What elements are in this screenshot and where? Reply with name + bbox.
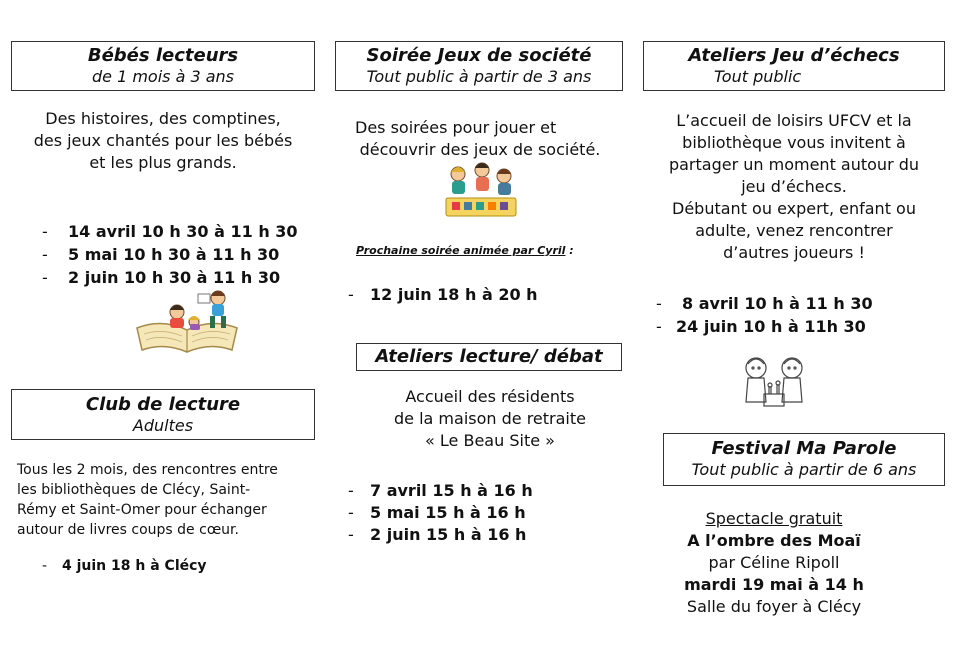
soiree-jeux-dates: [348, 284, 538, 306]
soiree-next-suffix: :: [565, 244, 574, 257]
description-line: bibliothèque vous invitent à: [682, 133, 906, 152]
date-item: - 8 avril 10 h à 11 h 30: [656, 292, 873, 315]
festival-title: Festival Ma Parole: [711, 438, 897, 459]
description-line: Des soirées pour jouer et: [355, 118, 557, 137]
show-title: A l’ombre des Moaï: [687, 531, 861, 550]
show-author: par Céline Ripoll: [708, 553, 840, 572]
description-line: partager un moment autour du: [668, 155, 920, 174]
date-item: - 2 juin 15 h à 16 h: [348, 524, 533, 546]
date-item: - 24 juin 10 h à 11h 30: [656, 315, 873, 338]
festival-show-details: [623, 508, 925, 618]
club-lecture-title: Club de lecture: [85, 394, 241, 415]
echecs-subtitle: Tout public: [714, 67, 802, 86]
description-line: « Le Beau Site »: [425, 431, 555, 450]
date-item: - 12 juin 18 h à 20 h: [348, 284, 538, 306]
description-line: et les plus grands.: [89, 153, 237, 172]
description-line: autour de livres coups de cœur.: [17, 522, 239, 538]
description-line: des jeux chantés pour les bébés: [33, 131, 293, 150]
description-line: les bibliothèques de Clécy, Saint-: [17, 482, 251, 498]
date-item: - 2 juin 10 h 30 à 11 h 30: [42, 266, 298, 289]
lecture-debat-header: [356, 343, 622, 371]
description-line: Rémy et Saint-Omer pour échanger: [17, 502, 267, 518]
show-label: Spectacle gratuit: [705, 509, 843, 528]
description-line: Accueil des résidents: [405, 387, 575, 406]
echecs-title: Ateliers Jeu d’échecs: [688, 45, 900, 66]
echecs-dates: [656, 292, 873, 338]
board-games-illustration: [444, 160, 518, 218]
description-line: découvrir des jeux de société.: [359, 140, 601, 159]
date-item: - 14 avril 10 h 30 à 11 h 30: [42, 220, 298, 243]
show-date: mardi 19 mai à 14 h: [684, 575, 864, 594]
echecs-description: [643, 110, 945, 264]
club-lecture-header: [11, 389, 315, 440]
description-line: de la maison de retraite: [394, 409, 586, 428]
lecture-debat-title: Ateliers lecture/ débat: [375, 346, 603, 367]
festival-header: [663, 433, 945, 486]
date-item: - 5 mai 15 h à 16 h: [348, 502, 533, 524]
description-line: Tous les 2 mois, des rencontres entre: [17, 462, 278, 478]
soiree-jeux-subtitle: Tout public à partir de 3 ans: [366, 67, 592, 86]
bebes-lecteurs-dates: [42, 220, 298, 289]
bebes-lecteurs-subtitle: de 1 mois à 3 ans: [91, 67, 235, 86]
echecs-header: [643, 41, 945, 91]
soiree-next-label: Prochaine soirée animée par Cyril: [356, 244, 566, 257]
bebes-lecteurs-title: Bébés lecteurs: [87, 45, 239, 66]
bebes-lecteurs-header: [11, 41, 315, 91]
soiree-jeux-description: [330, 117, 630, 161]
description-line: Débutant ou expert, enfant ou: [672, 199, 916, 218]
description-line: d’autres joueurs !: [723, 243, 865, 262]
bebes-lecteurs-description: [11, 108, 315, 174]
description-line: L’accueil de loisirs UFCV et la: [676, 111, 912, 130]
soiree-jeux-title: Soirée Jeux de société: [366, 45, 592, 66]
soiree-jeux-header: [335, 41, 623, 91]
children-reading-illustration: [132, 286, 242, 356]
description-line: adulte, venez rencontrer: [695, 221, 893, 240]
date-item: - 5 mai 10 h 30 à 11 h 30: [42, 243, 298, 266]
date-item: - 4 juin 18 h à Clécy: [42, 556, 207, 576]
club-lecture-dates: [42, 556, 207, 576]
show-place: Salle du foyer à Clécy: [686, 597, 862, 616]
lecture-debat-description: [340, 386, 640, 452]
description-line: Des histoires, des comptines,: [45, 109, 281, 128]
club-lecture-description: [17, 460, 317, 540]
description-line: jeu d’échecs.: [741, 177, 847, 196]
club-lecture-subtitle: Adultes: [132, 416, 194, 435]
festival-subtitle: Tout public à partir de 6 ans: [691, 460, 917, 479]
chess-players-illustration: [742, 354, 806, 410]
soiree-next-line: [356, 244, 574, 257]
date-item: - 7 avril 15 h à 16 h: [348, 480, 533, 502]
lecture-debat-dates: [348, 480, 533, 546]
